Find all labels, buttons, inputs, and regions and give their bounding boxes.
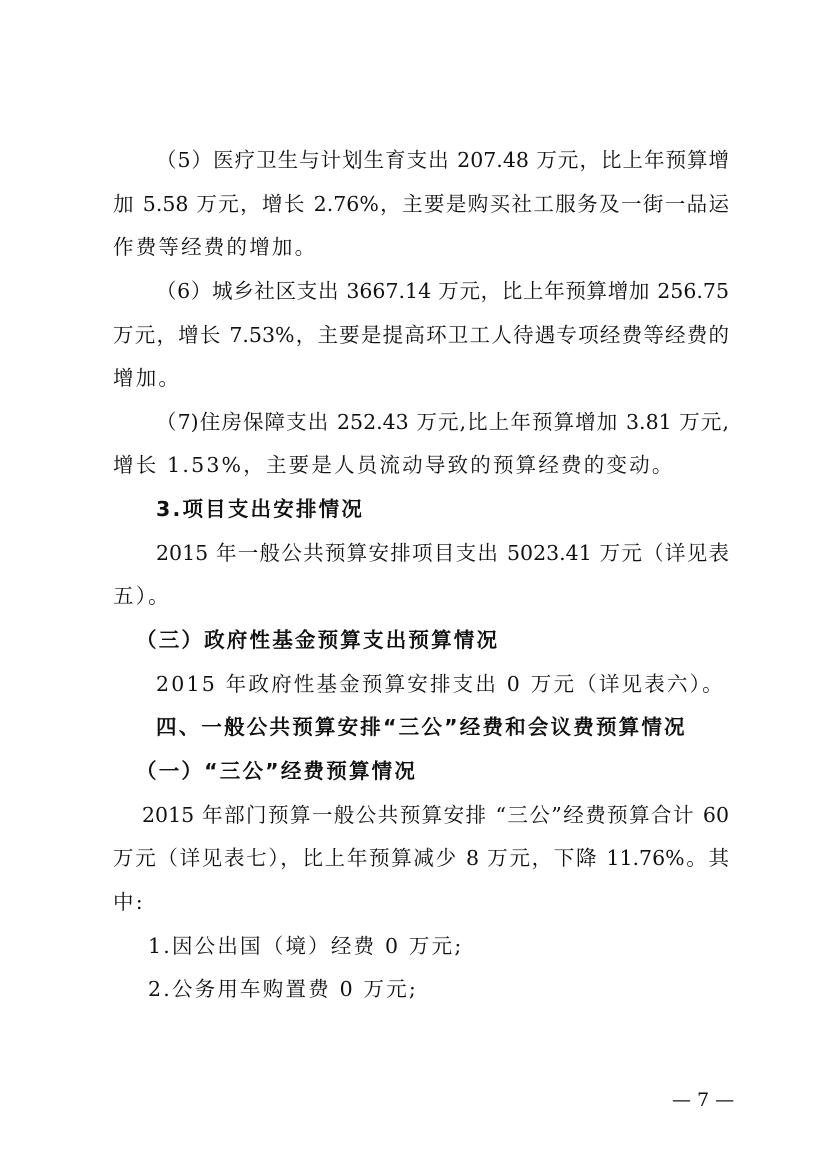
paragraph-three-public-line-1: 2015 年部门预算一般公共预算安排 “三公”经费预算合计 60	[142, 803, 729, 827]
paragraph-housing-line-2: 增长 1.53%，主要是人员流动导致的预算经费的变动。	[113, 453, 675, 477]
page-number: — 7 —	[672, 1089, 735, 1111]
list-item-overseas-travel: 1.因公出国（境）经费 0 万元;	[148, 934, 464, 958]
paragraph-health-line-2: 加 5.58 万元，增长 2.76%，主要是购买社工服务及一街一品运	[113, 192, 729, 216]
paragraph-three-public-line-2: 万元（详见表七），比上年预算减少 8 万元，下降 11.76%。其	[113, 846, 729, 870]
section-heading-three-public-budget: （一）“三公”经费预算情况	[136, 759, 418, 783]
section-heading-government-fund: （三）政府性基金预算支出预算情况	[136, 628, 500, 652]
section-heading-project-expenditure: 3.项目支出安排情况	[156, 497, 365, 521]
paragraph-community-line-2: 万元，增长 7.53%，主要是提高环卫工人待遇专项经费等经费的	[113, 323, 729, 347]
paragraph-health-line-1: （5）医疗卫生与计划生育支出 207.48 万元，比上年预算增	[156, 148, 729, 172]
list-item-vehicle-purchase: 2.公务用车购置费 0 万元;	[148, 977, 419, 1001]
paragraph-project-line-1: 2015 年一般公共预算安排项目支出 5023.41 万元（详见表	[156, 541, 729, 565]
paragraph-community-line-1: （6）城乡社区支出 3667.14 万元，比上年预算增加 256.75	[156, 279, 729, 303]
paragraph-community-line-3: 增加。	[113, 366, 182, 390]
paragraph-government-fund: 2015 年政府性基金预算安排支出 0 万元（详见表六）。	[156, 672, 725, 696]
paragraph-health-line-3: 作费等经费的增加。	[113, 235, 318, 259]
section-heading-three-public: 四、一般公共预算安排“三公”经费和会议费预算情况	[156, 715, 687, 739]
paragraph-housing-line-1: （7)住房保障支出 252.43 万元,比上年预算增加 3.81 万元,	[156, 410, 729, 434]
paragraph-three-public-line-3: 中:	[113, 890, 145, 914]
paragraph-project-line-2: 五）。	[113, 584, 171, 608]
